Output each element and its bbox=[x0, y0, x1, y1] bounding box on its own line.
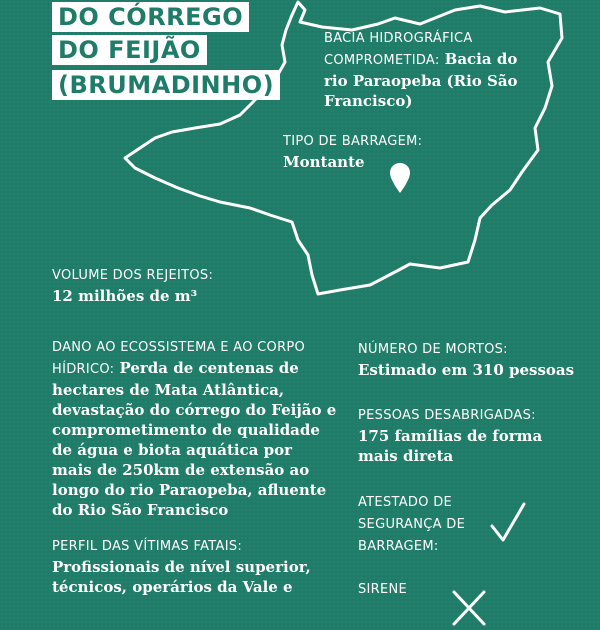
mortos-label: NÚMERO DE MORTOS: bbox=[358, 342, 508, 357]
mortos-value: Estimado em 310 pessoas bbox=[358, 361, 575, 379]
x-icon bbox=[450, 586, 490, 630]
title-line-1: DO CÓRREGO bbox=[52, 2, 249, 32]
volume-label: VOLUME DOS REJEITOS: bbox=[52, 268, 214, 283]
desabrigadas-block bbox=[358, 406, 548, 466]
check-icon bbox=[488, 500, 528, 544]
perfil-label: PERFIL DAS VÍTIMAS FATAIS: bbox=[52, 539, 243, 554]
atestado-block bbox=[358, 492, 483, 558]
volume-value: 12 milhões de m³ bbox=[52, 287, 198, 305]
dano-block bbox=[52, 336, 337, 520]
bacia-block bbox=[324, 27, 544, 111]
perfil-block bbox=[52, 537, 322, 597]
bacia-value: Bacia do rio Paraopeba (Rio São Francisco) bbox=[324, 50, 518, 110]
desabrigadas-value: 175 famílias de forma mais direta bbox=[358, 427, 543, 465]
sirene-label: SIRENE bbox=[358, 582, 408, 597]
title-line-2: DO FEIJÃO bbox=[52, 35, 207, 65]
location-pin-icon bbox=[389, 162, 411, 194]
bacia-label: BACIA HIDROGRÁFICA COMPROMETIDA: bbox=[324, 31, 473, 68]
dano-value: Perda de centenas de hectares de Mata Atlântica, devastação do córrego do Feijão e comprometimento de qualidade de água e biota aquática por mais de 250km de extensão ao longo do rio Paraopeba, afluente do Rio São Francisco bbox=[52, 359, 337, 519]
perfil-value: Profissionais de nível superior, técnicos, operários da Vale e bbox=[52, 558, 311, 596]
sirene-block bbox=[358, 580, 438, 600]
title-line-3: (BRUMADINHO) bbox=[52, 70, 280, 100]
mortos-block bbox=[358, 340, 588, 380]
tipo-label: TIPO DE BARRAGEM: bbox=[283, 134, 423, 149]
dano-label: DANO AO ECOSSISTEMA E AO CORPO HÍDRICO: bbox=[52, 340, 306, 377]
tipo-value: Montante bbox=[283, 153, 365, 171]
desabrigadas-label: PESSOAS DESABRIGADAS: bbox=[358, 408, 536, 423]
atestado-label: ATESTADO DE SEGURANÇA DE BARRAGEM: bbox=[358, 495, 466, 554]
volume-block bbox=[52, 266, 292, 306]
